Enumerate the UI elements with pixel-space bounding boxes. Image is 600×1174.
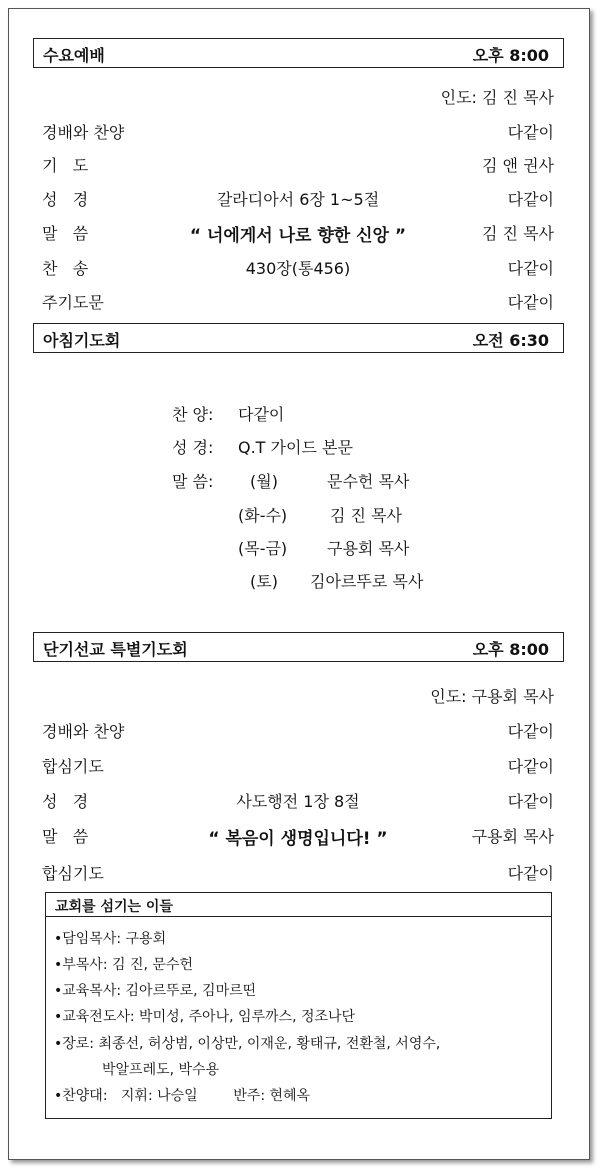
order-row [42,290,554,314]
morning-text: 김아르뚜로 목사 [310,572,424,591]
order-person: 김 진 목사 [482,224,554,243]
morning-text: 문수헌 목사 [327,472,410,491]
order-row [42,824,554,848]
morning-day: (화-수) [238,506,288,525]
staff-item: •담임목사: 구용회 [54,931,167,947]
staff-item: •찬양대: 지휘: 나승일 반주: 현혜옥 [54,1088,311,1104]
order-label: 주기도문 [42,293,104,312]
sermon-title: “ 너에게서 나로 향한 신앙 ” [189,226,407,246]
order-person: 다같이 [507,293,554,312]
order-label: 합심기도 [42,864,104,883]
order-label: 경배와 찬양 [42,123,125,142]
order-row [42,153,554,177]
order-row [42,256,554,280]
order-label: 기 도 [42,156,89,175]
morning-day: (월) [250,472,278,491]
leader-line [42,85,554,109]
order-content: 갈라디아서 6장 1~5절 [216,190,380,209]
order-person: 다같이 [507,259,554,278]
order-label: 합심기도 [42,757,104,776]
order-person: 구용회 목사 [471,827,554,846]
staff-title: 교회를 섬기는 이들 [55,899,173,915]
morning-text: 김 진 목사 [330,506,402,525]
section-title: 단기선교 특별기도회 [43,640,188,659]
order-label: 성 경 [42,190,89,209]
sermon-title: “ 복음이 생명입니다! ” [208,829,388,849]
order-label: 경배와 찬양 [42,722,125,741]
morning-label: 성 경: [172,438,214,457]
order-person: 다같이 [507,190,554,209]
staff-item: •교육목사: 김아르뚜로, 김마르띤 [54,983,257,999]
section-title: 수요예배 [43,46,105,65]
section-header-wednesday [33,38,564,68]
order-row [42,789,554,813]
staff-item: •장로: 최종선, 허상범, 이상만, 이재운, 황태규, 전환철, 서영수, [54,1036,441,1052]
order-row [42,861,554,885]
morning-label: 말 씀: [172,472,214,491]
section-header-mission [33,632,564,662]
order-person: 다같이 [507,722,554,741]
order-row [42,221,554,245]
order-label: 성 경 [42,792,89,811]
order-person: 다같이 [507,864,554,883]
order-person: 김 앤 권사 [482,156,554,175]
section-header-morning [33,323,564,353]
order-content: 430장(통456) [245,259,351,278]
staff-item: •부목사: 김 진, 문수헌 [54,957,193,973]
staff-item: 박알프레도, 박수용 [102,1062,220,1078]
order-person: 다같이 [507,792,554,811]
morning-text: 구용회 목사 [327,539,410,558]
leader-text: 인도: 김 진 목사 [440,88,554,107]
order-label: 찬 송 [42,259,89,278]
section-time: 오전 6:30 [472,331,549,350]
morning-label: 찬 양: [172,405,214,424]
order-label: 말 씀 [42,224,89,243]
morning-day: (토) [250,572,278,591]
order-row [42,719,554,743]
staff-box [45,892,552,1119]
leader-text: 인도: 구용회 목사 [430,687,554,706]
staff-item: •교육전도사: 박미성, 주아나, 임루까스, 정조나단 [54,1009,356,1025]
leader-line [42,684,554,708]
order-content: 사도행전 1장 8절 [236,792,360,811]
morning-day: (목-금) [238,539,288,558]
order-person: 다같이 [507,757,554,776]
morning-text: 다같이 [238,405,285,424]
order-label: 말 씀 [42,827,89,846]
section-title: 아침기도회 [43,331,121,350]
order-row [42,187,554,211]
order-row [42,120,554,144]
staff-header [46,893,551,917]
order-row [42,754,554,778]
section-time: 오후 8:00 [472,46,549,65]
order-person: 다같이 [507,123,554,142]
section-time: 오후 8:00 [472,640,549,659]
morning-text: Q.T 가이드 본문 [238,438,353,457]
